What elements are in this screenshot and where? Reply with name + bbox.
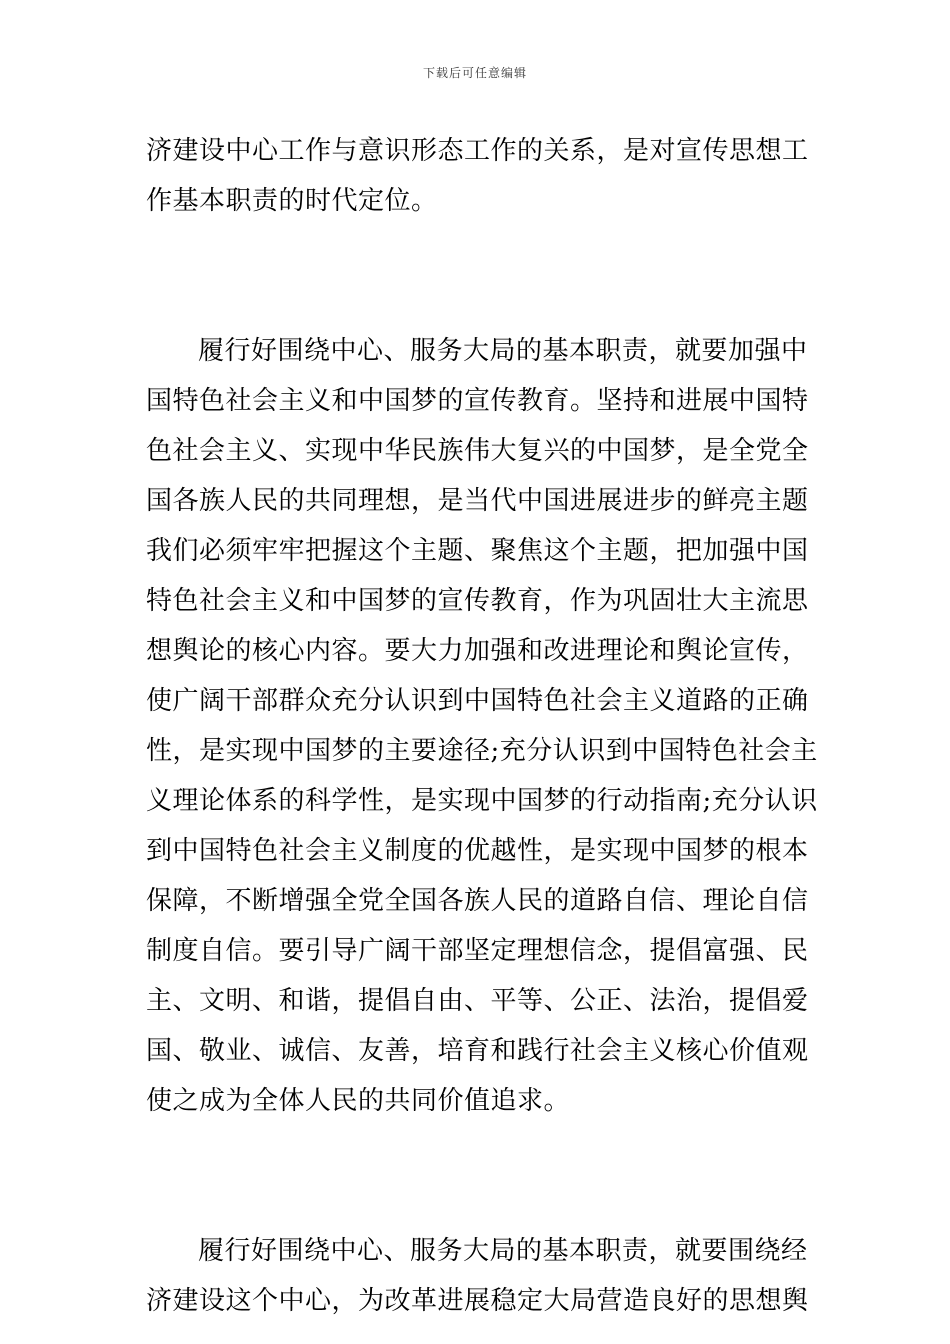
- text-line: 履行好围绕中心、服务大局的基本职责，就要加强中: [198, 336, 808, 366]
- paragraph-spacer: [146, 1126, 810, 1176]
- paragraph-spacer: [146, 226, 810, 276]
- text-line: 到中国特色社会主义制度的优越性，是实现中国梦的根本: [146, 836, 809, 866]
- paragraph-spacer: [146, 276, 810, 326]
- text-line: 履行好围绕中心、服务大局的基本职责，就要围绕经: [198, 1236, 808, 1266]
- page-header: 下载后可任意编辑: [422, 66, 527, 80]
- text-line: 作基本职责的时代定位。: [146, 186, 438, 216]
- text-line: 主、文明、和谐，提倡自由、平等、公正、法治，提倡爱: [146, 986, 809, 1016]
- paragraph-1: [146, 126, 810, 226]
- paragraph-3: [146, 1226, 810, 1326]
- text-line: 济建设中心工作与意识形态工作的关系，是对宣传思想工: [146, 136, 809, 166]
- text-line: 济建设这个中心，为改革进展稳定大局营造良好的思想舆: [146, 1286, 809, 1316]
- text-line: 保障，不断增强全党全国各族人民的道路自信、理论自信: [146, 886, 809, 916]
- document-body: [146, 126, 818, 1326]
- text-line: 制度自信。要引导广阔干部坚定理想信念，提倡富强、民: [146, 936, 809, 966]
- text-line: 我们必须牢牢把握这个主题、聚焦这个主题，把加强中国: [146, 536, 809, 566]
- text-line: 色社会主义、实现中华民族伟大复兴的中国梦，是全党全: [146, 436, 809, 466]
- text-line: 国各族人民的共同理想，是当代中国进展进步的鲜亮主题: [146, 486, 809, 516]
- text-line: 特色社会主义和中国梦的宣传教育，作为巩固壮大主流思: [146, 586, 809, 616]
- text-line: 性，是实现中国梦的主要途径;充分认识到中国特色社会主: [146, 736, 818, 766]
- text-line: 国特色社会主义和中国梦的宣传教育。坚持和进展中国特: [146, 386, 809, 416]
- text-line: 使广阔干部群众充分认识到中国特色社会主义道路的正确: [146, 686, 809, 716]
- text-line: 国、敬业、诚信、友善，培育和践行社会主义核心价值观: [146, 1036, 809, 1066]
- paragraph-spacer: [146, 1176, 810, 1226]
- text-line: 使之成为全体人民的共同价值追求。: [146, 1086, 571, 1116]
- text-line: 义理论体系的科学性，是实现中国梦的行动指南;充分认识: [146, 786, 818, 816]
- paragraph-2: [146, 326, 818, 1126]
- text-line: 想舆论的核心内容。要大力加强和改进理论和舆论宣传，: [146, 636, 809, 666]
